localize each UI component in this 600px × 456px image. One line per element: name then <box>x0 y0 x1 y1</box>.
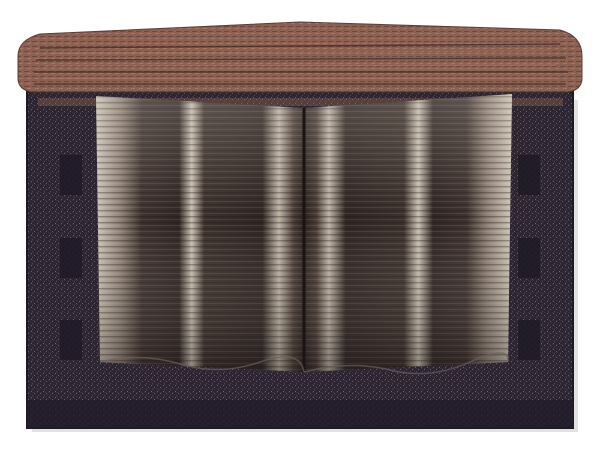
book-right-page-shade <box>304 94 512 372</box>
right-block-pattern <box>518 155 540 360</box>
bottom-band <box>27 400 573 428</box>
copper-header-bar <box>18 22 582 92</box>
left-block-pattern <box>60 155 82 360</box>
book-left-page-shade <box>96 96 304 372</box>
